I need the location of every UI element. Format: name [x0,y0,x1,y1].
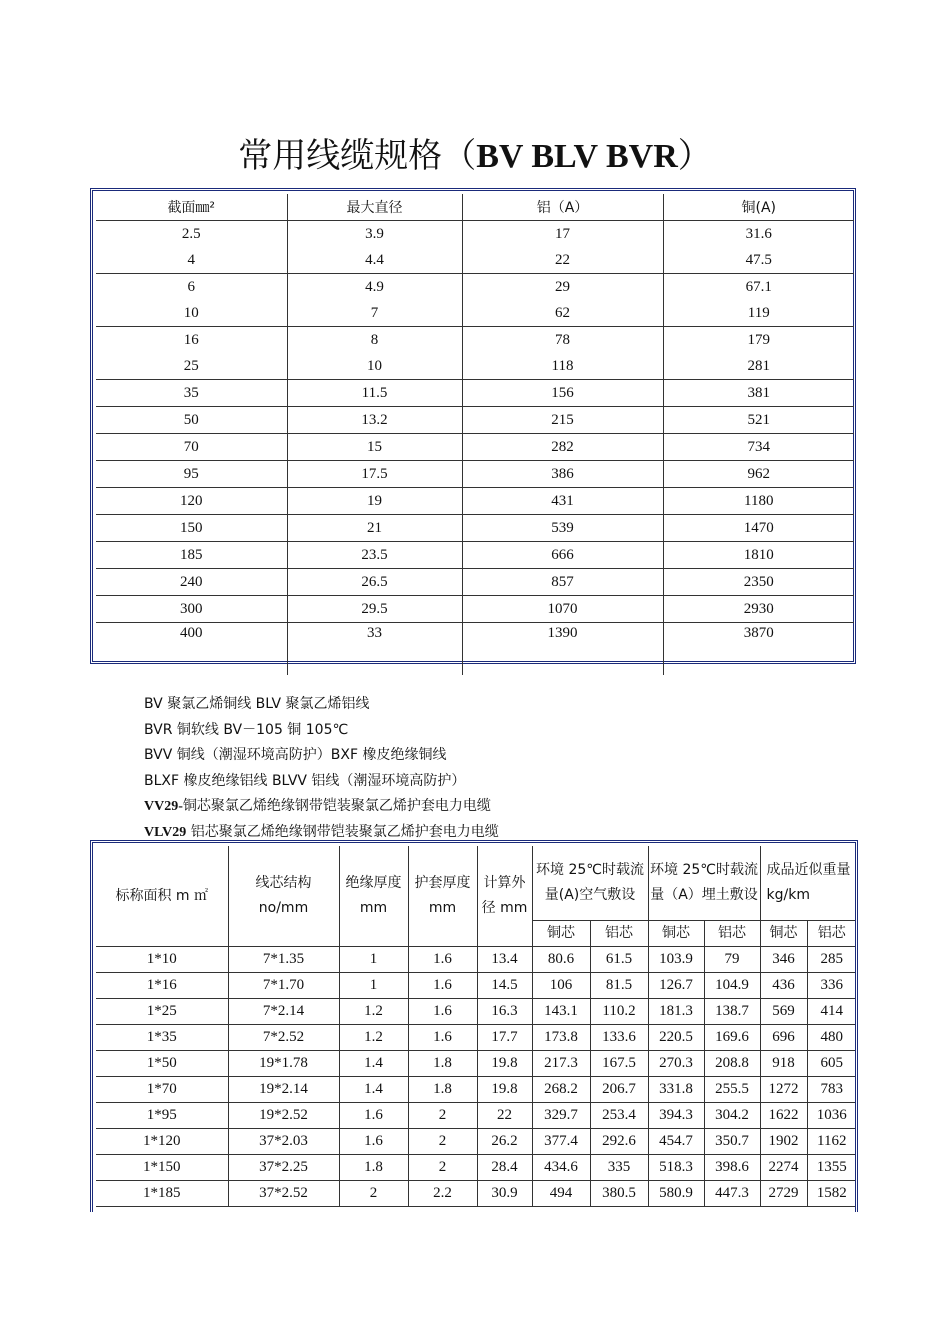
header-soil: 环境 25℃时载流量（A）埋土敷设 [648,846,760,921]
spec-cell: 47.5 [663,247,854,274]
spec-cell: 25 [96,353,287,380]
cable-cell: 1*150 [96,1155,228,1181]
cable-cell: 19*2.52 [228,1103,339,1129]
cable-cell: 377.4 [532,1129,590,1155]
cable-cell: 783 [807,1077,856,1103]
cable-cell: 1*16 [96,973,228,999]
cable-cell: 1.8 [408,1051,477,1077]
spec-cell: 29 [462,274,663,301]
cable-cell: 398.6 [704,1155,760,1181]
spec-cell: 17 [462,221,663,248]
spec-cell: 4.4 [287,247,462,274]
cable-row [96,1025,856,1051]
spec-cell: 33 [287,623,462,676]
spec-cell: 21 [287,515,462,542]
cable-cell: 1*25 [96,999,228,1025]
cable-cell: 346 [760,947,807,973]
cable-cell: 2 [408,1155,477,1181]
cable-cell: 1.4 [339,1077,408,1103]
spec-cell: 386 [462,461,663,488]
cable-cell: 696 [760,1025,807,1051]
title-close: ） [677,136,712,176]
spec-cell: 4.9 [287,274,462,301]
cable-cell: 1622 [760,1103,807,1129]
cable-cell: 1.8 [408,1077,477,1103]
cable-cell: 569 [760,999,807,1025]
cable-cell: 380.5 [590,1181,648,1207]
cable-cell: 335 [590,1155,648,1181]
header-od: 计算外径 mm [477,846,532,947]
cable-cell: 434.6 [532,1155,590,1181]
cable-cell: 104.9 [704,973,760,999]
cable-cell: 2.2 [408,1181,477,1207]
cable-cell: 181.3 [648,999,704,1025]
spec-cell: 29.5 [287,596,462,623]
cable-cell: 1.6 [408,947,477,973]
cable-row [96,1051,856,1077]
cable-cell: 1.8 [339,1155,408,1181]
spec-row [96,247,854,274]
cable-cell: 19.8 [477,1051,532,1077]
cable-cell: 133.6 [590,1025,648,1051]
spec-cell: 2930 [663,596,854,623]
spec-cell: 156 [462,380,663,407]
spec-cell: 62 [462,300,663,327]
cable-cell: 217.3 [532,1051,590,1077]
spec-row [96,569,854,596]
cable-cell: 19*1.78 [228,1051,339,1077]
spec-table-frame [90,188,856,664]
notes-block [144,692,499,846]
spec-cell: 1470 [663,515,854,542]
cable-cell: 918 [760,1051,807,1077]
cable-cell: 173.8 [532,1025,590,1051]
cable-cell: 1582 [807,1181,856,1207]
cable-cell: 1.6 [339,1103,408,1129]
subheader-cell: 铝芯 [704,921,760,947]
spec-row [96,515,854,542]
cable-cell: 126.7 [648,973,704,999]
cable-cell: 2274 [760,1155,807,1181]
spec-row [96,596,854,623]
spec-cell: 119 [663,300,854,327]
spec-cell: 118 [462,353,663,380]
spec-cell: 95 [96,461,287,488]
spec-row [96,488,854,515]
spec-header-cell: 铜(A) [663,194,854,221]
cable-cell: 79 [704,947,760,973]
cable-cell: 167.5 [590,1051,648,1077]
spec-row [96,221,854,248]
spec-cell: 78 [462,327,663,354]
cable-cell: 208.8 [704,1051,760,1077]
header-insulation: 绝缘厚度 mm [339,846,408,947]
header-air: 环境 25℃时载流量(A)空气敷设 [532,846,648,921]
cable-cell: 13.4 [477,947,532,973]
cable-cell: 37*2.25 [228,1155,339,1181]
spec-row [96,327,854,354]
spec-cell: 17.5 [287,461,462,488]
spec-row [96,542,854,569]
cable-cell: 28.4 [477,1155,532,1181]
cable-cell: 285 [807,947,856,973]
cable-cell: 26.2 [477,1129,532,1155]
spec-cell: 521 [663,407,854,434]
cable-cell: 2 [408,1129,477,1155]
spec-cell: 962 [663,461,854,488]
spec-cell: 10 [96,300,287,327]
cable-cell: 1.6 [339,1129,408,1155]
subheader-cell: 铜芯 [760,921,807,947]
cable-row [96,999,856,1025]
spec-row [96,300,854,327]
spec-cell: 8 [287,327,462,354]
cable-cell: 169.6 [704,1025,760,1051]
cable-cell: 436 [760,973,807,999]
cable-cell: 220.5 [648,1025,704,1051]
note-line: BVV 铜线（潮湿环境高防护）BXF 橡皮绝缘铜线 [144,747,447,764]
cable-cell: 580.9 [648,1181,704,1207]
spec-table [96,194,854,675]
spec-cell: 734 [663,434,854,461]
cable-cell: 253.4 [590,1103,648,1129]
header-sheath: 护套厚度 mm [408,846,477,947]
cable-cell: 1 [339,947,408,973]
cable-cell: 30.9 [477,1181,532,1207]
subheader-cell: 铝芯 [590,921,648,947]
header-core: 线芯结构 no/mm [228,846,339,947]
cable-cell: 7*1.35 [228,947,339,973]
cable-cell: 480 [807,1025,856,1051]
cable-cell: 1.4 [339,1051,408,1077]
spec-cell: 6 [187,278,195,295]
cable-cell: 454.7 [648,1129,704,1155]
title-en: BV BLV BVR [476,138,678,175]
spec-cell: 431 [462,488,663,515]
cable-cell: 518.3 [648,1155,704,1181]
spec-header-row [96,194,854,221]
cable-table [96,846,856,1207]
spec-cell: 539 [462,515,663,542]
spec-cell: 240 [96,569,287,596]
cable-cell: 1.2 [339,999,408,1025]
cable-cell: 16.3 [477,999,532,1025]
cable-cell: 110.2 [590,999,648,1025]
subheader-cell: 铝芯 [807,921,856,947]
spec-cell: 4 [96,247,287,274]
cable-cell: 17.7 [477,1025,532,1051]
spec-cell: 22 [462,247,663,274]
cable-cell: 103.9 [648,947,704,973]
cable-cell: 1*185 [96,1181,228,1207]
cable-cell: 7*1.70 [228,973,339,999]
cable-cell: 106 [532,973,590,999]
spec-cell: 1070 [462,596,663,623]
cable-cell: 1*70 [96,1077,228,1103]
spec-header-cell: 截面㎜² [96,194,287,221]
spec-header-cell: 最大直径 [287,194,462,221]
cable-cell: 1162 [807,1129,856,1155]
cable-cell: 206.7 [590,1077,648,1103]
spec-cell: 381 [663,380,854,407]
cable-cell: 7*2.14 [228,999,339,1025]
spec-cell: 3870 [663,623,854,676]
cable-cell: 1355 [807,1155,856,1181]
cable-cell: 1 [339,973,408,999]
cable-cell: 350.7 [704,1129,760,1155]
spec-row [96,380,854,407]
cable-cell: 1.2 [339,1025,408,1051]
cable-cell: 329.7 [532,1103,590,1129]
spec-cell: 215 [462,407,663,434]
spec-cell: 31.6 [663,221,854,248]
note-line: BLXF 橡皮绝缘铝线 BLVV 铝线（潮湿环境高防护） [144,772,466,789]
note-code: VV29- [144,799,183,815]
spec-cell: 857 [462,569,663,596]
cable-cell: 1.6 [408,999,477,1025]
cable-cell: 394.3 [648,1103,704,1129]
cable-cell: 19.8 [477,1077,532,1103]
spec-cell: 11.5 [287,380,462,407]
spec-cell: 7 [287,300,462,327]
cable-cell: 19*2.14 [228,1077,339,1103]
spec-cell: 26.5 [287,569,462,596]
cable-cell: 1036 [807,1103,856,1129]
cable-row [96,1181,856,1207]
spec-header-cell: 铝（A） [462,194,663,221]
cable-cell: 1*10 [96,947,228,973]
cable-row [96,1129,856,1155]
cable-cell: 1.6 [408,973,477,999]
cable-cell: 37*2.03 [228,1129,339,1155]
subheader-cell: 铜芯 [648,921,704,947]
cable-cell: 304.2 [704,1103,760,1129]
header-weight: 成品近似重量 kg/km [760,846,856,921]
subheader-cell: 铜芯 [532,921,590,947]
cable-table-frame [90,840,858,1212]
cable-cell: 494 [532,1181,590,1207]
cable-cell: 138.7 [704,999,760,1025]
spec-cell: 13.2 [287,407,462,434]
spec-cell: 16 [183,331,199,348]
note-text: 铜芯聚氯乙烯绝缘钢带铠装聚氯乙烯护套电力电缆 [182,798,491,815]
note-line [144,794,499,820]
cable-cell: 605 [807,1051,856,1077]
cable-cell: 7*2.52 [228,1025,339,1051]
spec-row [96,407,854,434]
spec-cell: 3.9 [287,221,462,248]
cable-cell: 1*120 [96,1129,228,1155]
page-title [0,128,950,177]
spec-cell: 150 [96,515,287,542]
cable-cell: 414 [807,999,856,1025]
note-line: BV 聚氯乙烯铜线 BLV 聚氯乙烯铝线 [144,696,370,712]
spec-cell: 185 [96,542,287,569]
spec-row [96,274,854,301]
spec-row [96,353,854,380]
cable-row [96,973,856,999]
cable-row [96,1155,856,1181]
cable-cell: 143.1 [532,999,590,1025]
cable-cell: 292.6 [590,1129,648,1155]
cable-cell: 1902 [760,1129,807,1155]
note-code: VLV29 [144,824,187,840]
cable-cell: 2 [408,1103,477,1129]
spec-cell: 281 [663,353,854,380]
cable-cell: 1*35 [96,1025,228,1051]
cable-cell: 61.5 [590,947,648,973]
spec-cell: 23.5 [287,542,462,569]
cable-cell: 2 [339,1181,408,1207]
title-cn: 常用线缆规格（ [238,136,477,176]
cable-cell: 447.3 [704,1181,760,1207]
cable-cell: 331.8 [648,1077,704,1103]
note-line: BVR 铜软线 BV－105 铜 105℃ [144,721,349,738]
spec-cell: 179 [663,327,854,354]
cable-cell: 1*50 [96,1051,228,1077]
spec-cell: 50 [96,407,287,434]
cable-row [96,947,856,973]
cable-cell: 81.5 [590,973,648,999]
cable-cell: 268.2 [532,1077,590,1103]
spec-cell: 1390 [462,623,663,676]
cable-row [96,1103,856,1129]
cable-cell: 270.3 [648,1051,704,1077]
cable-cell: 1272 [760,1077,807,1103]
cable-cell: 255.5 [704,1077,760,1103]
cable-cell: 14.5 [477,973,532,999]
spec-cell: 120 [96,488,287,515]
note-text: 铝芯聚氯乙烯绝缘钢带铠装聚氯乙烯护套电力电缆 [186,823,499,840]
header-area: 标称面积 m ㎡ [96,846,228,947]
spec-cell: 10 [287,353,462,380]
spec-cell: 1180 [663,488,854,515]
spec-cell: 70 [96,434,287,461]
spec-cell: 19 [287,488,462,515]
spec-cell: 35 [96,380,287,407]
spec-row [96,461,854,488]
spec-cell: 282 [462,434,663,461]
spec-row [96,623,854,676]
cable-cell: 80.6 [532,947,590,973]
spec-row [96,434,854,461]
cable-cell: 2729 [760,1181,807,1207]
spec-cell: 1810 [663,542,854,569]
cable-cell: 1*95 [96,1103,228,1129]
cable-row [96,1077,856,1103]
spec-cell: 400 [180,625,203,641]
spec-cell: 300 [96,596,287,623]
cable-cell: 37*2.52 [228,1181,339,1207]
spec-cell: 666 [462,542,663,569]
spec-cell: 2.5 [181,225,201,242]
spec-cell: 67.1 [663,274,854,301]
cable-cell: 22 [477,1103,532,1129]
spec-cell: 2350 [663,569,854,596]
cable-cell: 336 [807,973,856,999]
cable-cell: 1.6 [408,1025,477,1051]
spec-cell: 15 [287,434,462,461]
